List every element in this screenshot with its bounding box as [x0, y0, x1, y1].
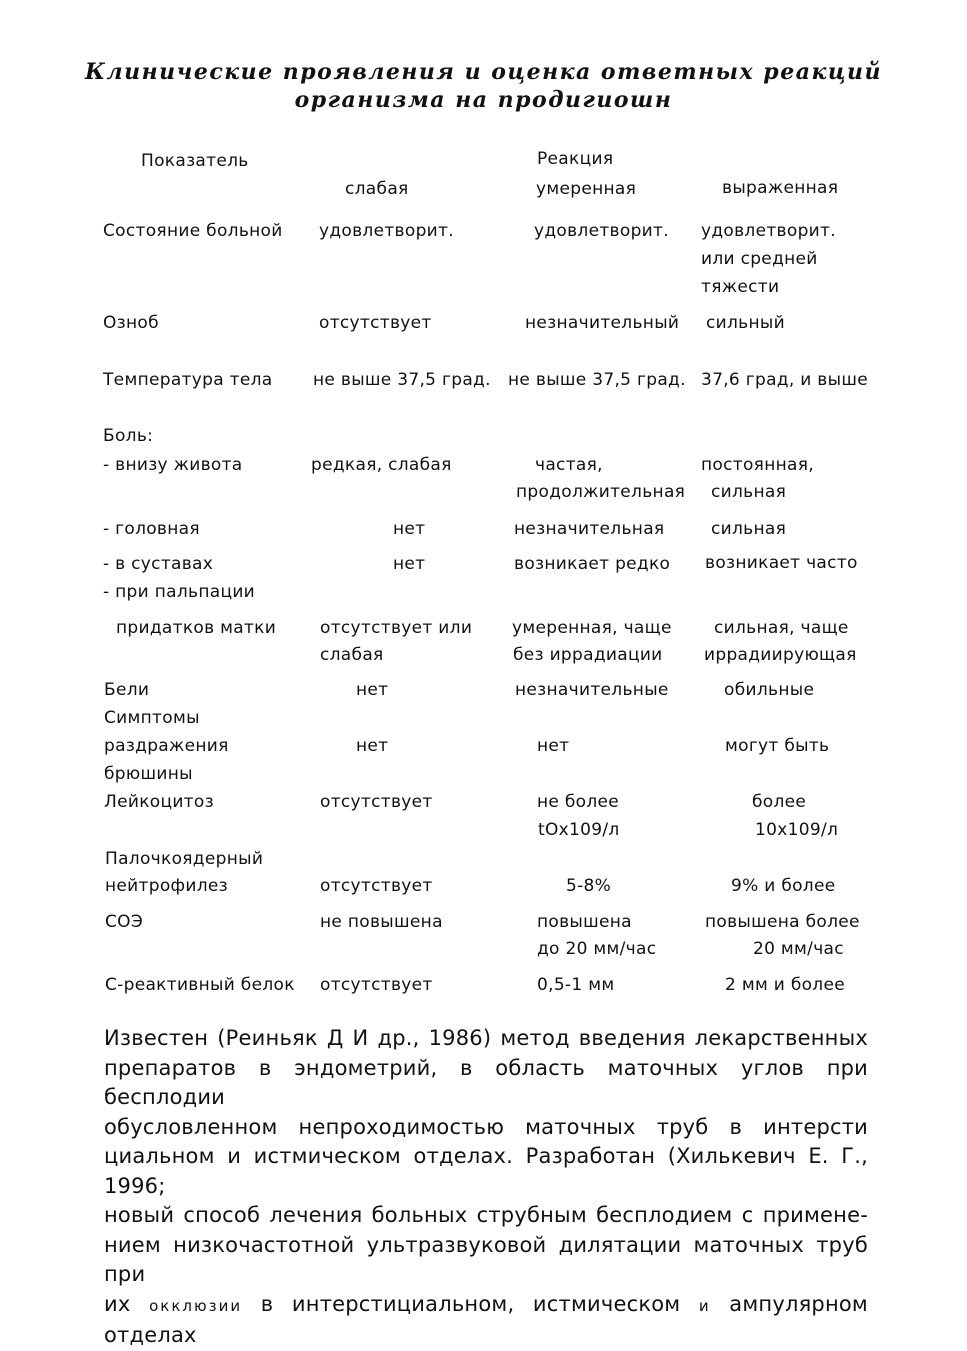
- cell-esr-moderate-2: до 20 мм/час: [537, 939, 657, 959]
- row-label-pain-head: - головная: [103, 519, 200, 539]
- row-label-pain-palpation-1: - при пальпации: [103, 582, 256, 602]
- cell-pain-palpation-moderate-2: без иррадиации: [513, 645, 663, 665]
- cell-esr-weak: не повышена: [320, 912, 443, 932]
- header-weak: слабая: [345, 179, 409, 199]
- cell-peritoneal-weak: нет: [356, 736, 389, 756]
- cell-pain-abdomen-weak: редкая, слабая: [311, 455, 452, 475]
- row-label-esr: СОЭ: [105, 912, 144, 932]
- cell-leukocytosis-moderate-1: не более: [537, 792, 620, 812]
- cell-state-strong-1: удовлетворит.: [701, 221, 836, 241]
- cell-crp-moderate: 0,5-1 мм: [537, 975, 615, 995]
- cell-pain-joints-strong: возникает часто: [705, 553, 858, 573]
- body-paragraph: [104, 1024, 868, 1351]
- row-label-pain-abdomen: - внизу живота: [103, 455, 243, 475]
- cell-pain-abdomen-moderate-1: частая,: [535, 455, 603, 475]
- cell-chills-moderate: незначительный: [525, 313, 680, 333]
- cell-pain-palpation-weak-2: слабая: [320, 645, 384, 665]
- row-label-peritoneal-1: Симптомы: [104, 708, 200, 728]
- row-label-crp: С-реактивный белок: [105, 975, 295, 995]
- cell-esr-moderate-1: повышена: [537, 912, 632, 932]
- cell-discharge-weak: нет: [356, 680, 389, 700]
- cell-pain-abdomen-moderate-2: продолжительная: [516, 482, 686, 502]
- cell-pain-head-strong: сильная: [711, 519, 787, 539]
- paragraph-last-part5: ампулярном отделах: [104, 1291, 868, 1347]
- cell-discharge-strong: обильные: [724, 680, 815, 700]
- cell-peritoneal-moderate: нет: [537, 736, 570, 756]
- cell-pain-head-weak: нет: [393, 519, 426, 539]
- cell-temperature-strong: 37,6 град, и выше: [701, 370, 868, 390]
- cell-esr-strong-1: повышена более: [705, 912, 860, 932]
- row-label-band-1: Палочкоядерный: [105, 849, 264, 869]
- paragraph-line: обусловленном непроходимостью маточных труб в интерсти: [104, 1114, 868, 1139]
- paragraph-last-part3: в интерстициальном, истмическом: [260, 1291, 681, 1316]
- cell-state-weak: удовлетворит.: [319, 221, 454, 241]
- cell-pain-joints-weak: нет: [393, 554, 426, 574]
- cell-pain-abdomen-strong-1: постоянная,: [701, 455, 814, 475]
- cell-crp-weak: отсутствует: [320, 975, 433, 995]
- header-moderate: умеренная: [536, 179, 637, 199]
- row-label-leukocytosis: Лейкоцитоз: [104, 792, 214, 812]
- cell-leukocytosis-strong-1: более: [752, 792, 807, 812]
- paragraph-last-part2: окклюзии: [149, 1296, 243, 1315]
- cell-chills-strong: сильный: [706, 313, 785, 333]
- cell-leukocytosis-strong-2: 10x109/л: [755, 820, 839, 840]
- row-label-peritoneal-2: раздражения: [104, 736, 229, 756]
- cell-state-strong-2: или средней: [701, 249, 818, 269]
- row-label-pain-palpation-2: придатков матки: [116, 618, 277, 638]
- cell-peritoneal-strong: могут быть: [725, 736, 830, 756]
- cell-discharge-moderate: незначительные: [515, 680, 669, 700]
- row-label-temperature: Температура тела: [103, 370, 273, 390]
- cell-leukocytosis-moderate-2: tOx109/л: [538, 820, 620, 840]
- row-label-chills: Озноб: [103, 313, 159, 333]
- title-line-1: Клинические проявления и оценка ответных реакций: [84, 59, 882, 85]
- paragraph-last-part1: их: [104, 1291, 131, 1316]
- paragraph-line: циальном и истмическом отделах. Разработан (Хилькевич Е. Г., 1996;: [104, 1144, 868, 1198]
- cell-pain-palpation-weak-1: отсутствует или: [320, 618, 473, 638]
- paragraph-line: нием низкочастотной ультразвуковой дилятации маточных труб при: [104, 1232, 868, 1286]
- header-reaction: Реакция: [537, 149, 614, 169]
- cell-band-weak: отсутствует: [320, 876, 433, 896]
- cell-crp-strong: 2 мм и более: [725, 975, 845, 995]
- header-strong: выраженная: [722, 178, 839, 198]
- cell-pain-joints-moderate: возникает редко: [514, 554, 671, 574]
- cell-band-moderate: 5-8%: [566, 876, 612, 896]
- title-line-2: организма на продигиошн: [294, 87, 673, 113]
- row-label-pain-joints: - в суставах: [103, 554, 214, 574]
- cell-pain-palpation-strong-1: сильная, чаще: [714, 618, 849, 638]
- cell-pain-palpation-moderate-1: умеренная, чаще: [512, 618, 672, 638]
- cell-chills-weak: отсутствует: [319, 313, 432, 333]
- row-label-band-2: нейтрофилез: [105, 876, 228, 896]
- cell-state-moderate: удовлетворит.: [534, 221, 669, 241]
- paragraph-line: новый способ лечения больных струбным бесплодием с примене-: [104, 1203, 868, 1227]
- cell-temperature-weak: не выше 37,5 град.: [313, 370, 491, 390]
- header-indicator: Показатель: [141, 151, 249, 171]
- paragraph-line: препаратов в эндометрий, в область маточных углов при бесплодии: [104, 1055, 868, 1109]
- cell-pain-abdomen-strong-2: сильная: [711, 482, 787, 502]
- row-label-state: Состояние больной: [103, 221, 283, 241]
- paragraph-line: Известен (Реиньяк Д И др., 1986) метод введения лекарственных: [104, 1026, 868, 1050]
- cell-esr-strong-2: 20 мм/час: [753, 939, 844, 959]
- cell-temperature-moderate: не выше 37,5 град.: [508, 370, 686, 390]
- paragraph-last-part4: и: [698, 1296, 711, 1315]
- row-label-peritoneal-3: брюшины: [104, 764, 193, 784]
- cell-pain-palpation-strong-2: иррадиирующая: [704, 645, 857, 665]
- cell-state-strong-3: тяжести: [701, 277, 780, 297]
- page-title: [0, 58, 967, 114]
- cell-leukocytosis-weak: отсутствует: [320, 792, 433, 812]
- row-label-discharge: Бели: [104, 680, 150, 700]
- row-label-pain: Боль:: [103, 426, 154, 446]
- cell-band-strong: 9% и более: [731, 876, 836, 896]
- paragraph-last-line: [104, 1290, 868, 1351]
- cell-pain-head-moderate: незначительная: [514, 519, 665, 539]
